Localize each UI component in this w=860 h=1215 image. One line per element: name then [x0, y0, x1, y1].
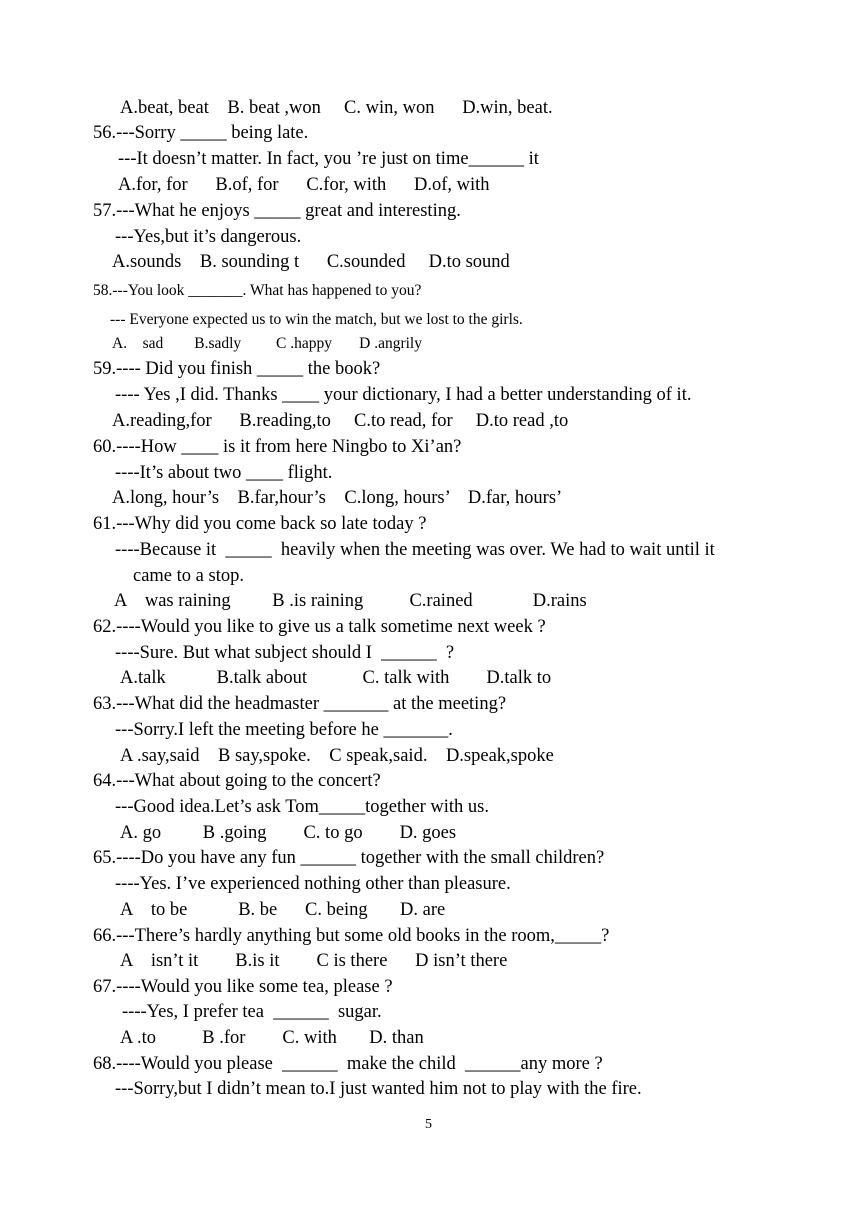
q58-question: 58.---You look _______. What has happened to you?: [93, 282, 422, 299]
q61-options: A was raining B .is raining C.rained D.rains: [114, 591, 587, 611]
q67-options: A .to B .for C. with D. than: [120, 1028, 424, 1048]
q57-options: A.sounds B. sounding t C.sounded D.to sound: [112, 252, 510, 272]
q61-response: ----Because it _____ heavily when the meeting was over. We had to wait until it: [115, 540, 715, 560]
q57-question: 57.---What he enjoys _____ great and interesting.: [93, 201, 461, 221]
q62-question: 62.----Would you like to give us a talk sometime next week ?: [93, 617, 546, 637]
q60-options: A.long, hour’s B.far,hour’s C.long, hours’ D.far, hours’: [112, 488, 563, 508]
q68-response: ---Sorry,but I didn’t mean to.I just wanted him not to play with the fire.: [115, 1079, 642, 1099]
q65-question: 65.----Do you have any fun ______ together with the small children?: [93, 848, 605, 868]
q59-response: ---- Yes ,I did. Thanks ____ your dictionary, I had a better understanding of it.: [115, 385, 692, 405]
q67-question: 67.----Would you like some tea, please ?: [93, 977, 393, 997]
q66-question: 66.---There’s hardly anything but some old books in the room,_____?: [93, 926, 610, 946]
q61-question: 61.---Why did you come back so late today ?: [93, 514, 427, 534]
q58-response: --- Everyone expected us to win the match, but we lost to the girls.: [110, 311, 523, 328]
q61-response-cont: came to a stop.: [133, 566, 244, 586]
q56-options: A.for, for B.of, for C.for, with D.of, with: [118, 175, 490, 195]
q65-options: A to be B. be C. being D. are: [120, 900, 446, 920]
q63-response: ---Sorry.I left the meeting before he _______.: [115, 720, 453, 740]
q55-options: A.beat, beat B. beat ,won C. win, won D.win, beat.: [120, 98, 553, 118]
q62-response: ----Sure. But what subject should I ______ ?: [115, 643, 455, 663]
q63-options: A .say,said B say,spoke. C speak,said. D.speak,spoke: [120, 746, 554, 766]
q56-question: 56.---Sorry _____ being late.: [93, 123, 309, 143]
q59-options: A.reading,for B.reading,to C.to read, for D.to read ,to: [112, 411, 569, 431]
q64-options: A. go B .going C. to go D. goes: [120, 823, 457, 843]
page-number: 5: [425, 1117, 432, 1132]
q68-question: 68.----Would you please ______ make the child ______any more ?: [93, 1054, 603, 1074]
q64-response: ---Good idea.Let’s ask Tom_____together with us.: [115, 797, 489, 817]
q65-response: ----Yes. I’ve experienced nothing other than pleasure.: [115, 874, 511, 894]
q60-response: ----It’s about two ____ flight.: [115, 463, 333, 483]
q64-question: 64.---What about going to the concert?: [93, 771, 381, 791]
q58-options: A. sad B.sadly C .happy D .angrily: [112, 335, 422, 352]
q67-response: ----Yes, I prefer tea ______ sugar.: [122, 1002, 382, 1022]
q63-question: 63.---What did the headmaster _______ at the meeting?: [93, 694, 507, 714]
q56-response: ---It doesn’t matter. In fact, you ’re just on time______ it: [118, 149, 539, 169]
q60-question: 60.----How ____ is it from here Ningbo to Xi’an?: [93, 437, 462, 457]
q59-question: 59.---- Did you finish _____ the book?: [93, 359, 381, 379]
q57-response: ---Yes,but it’s dangerous.: [115, 227, 302, 247]
q66-options: A isn’t it B.is it C is there D isn’t there: [120, 951, 508, 971]
q62-options: A.talk B.talk about C. talk with D.talk to: [120, 668, 552, 688]
